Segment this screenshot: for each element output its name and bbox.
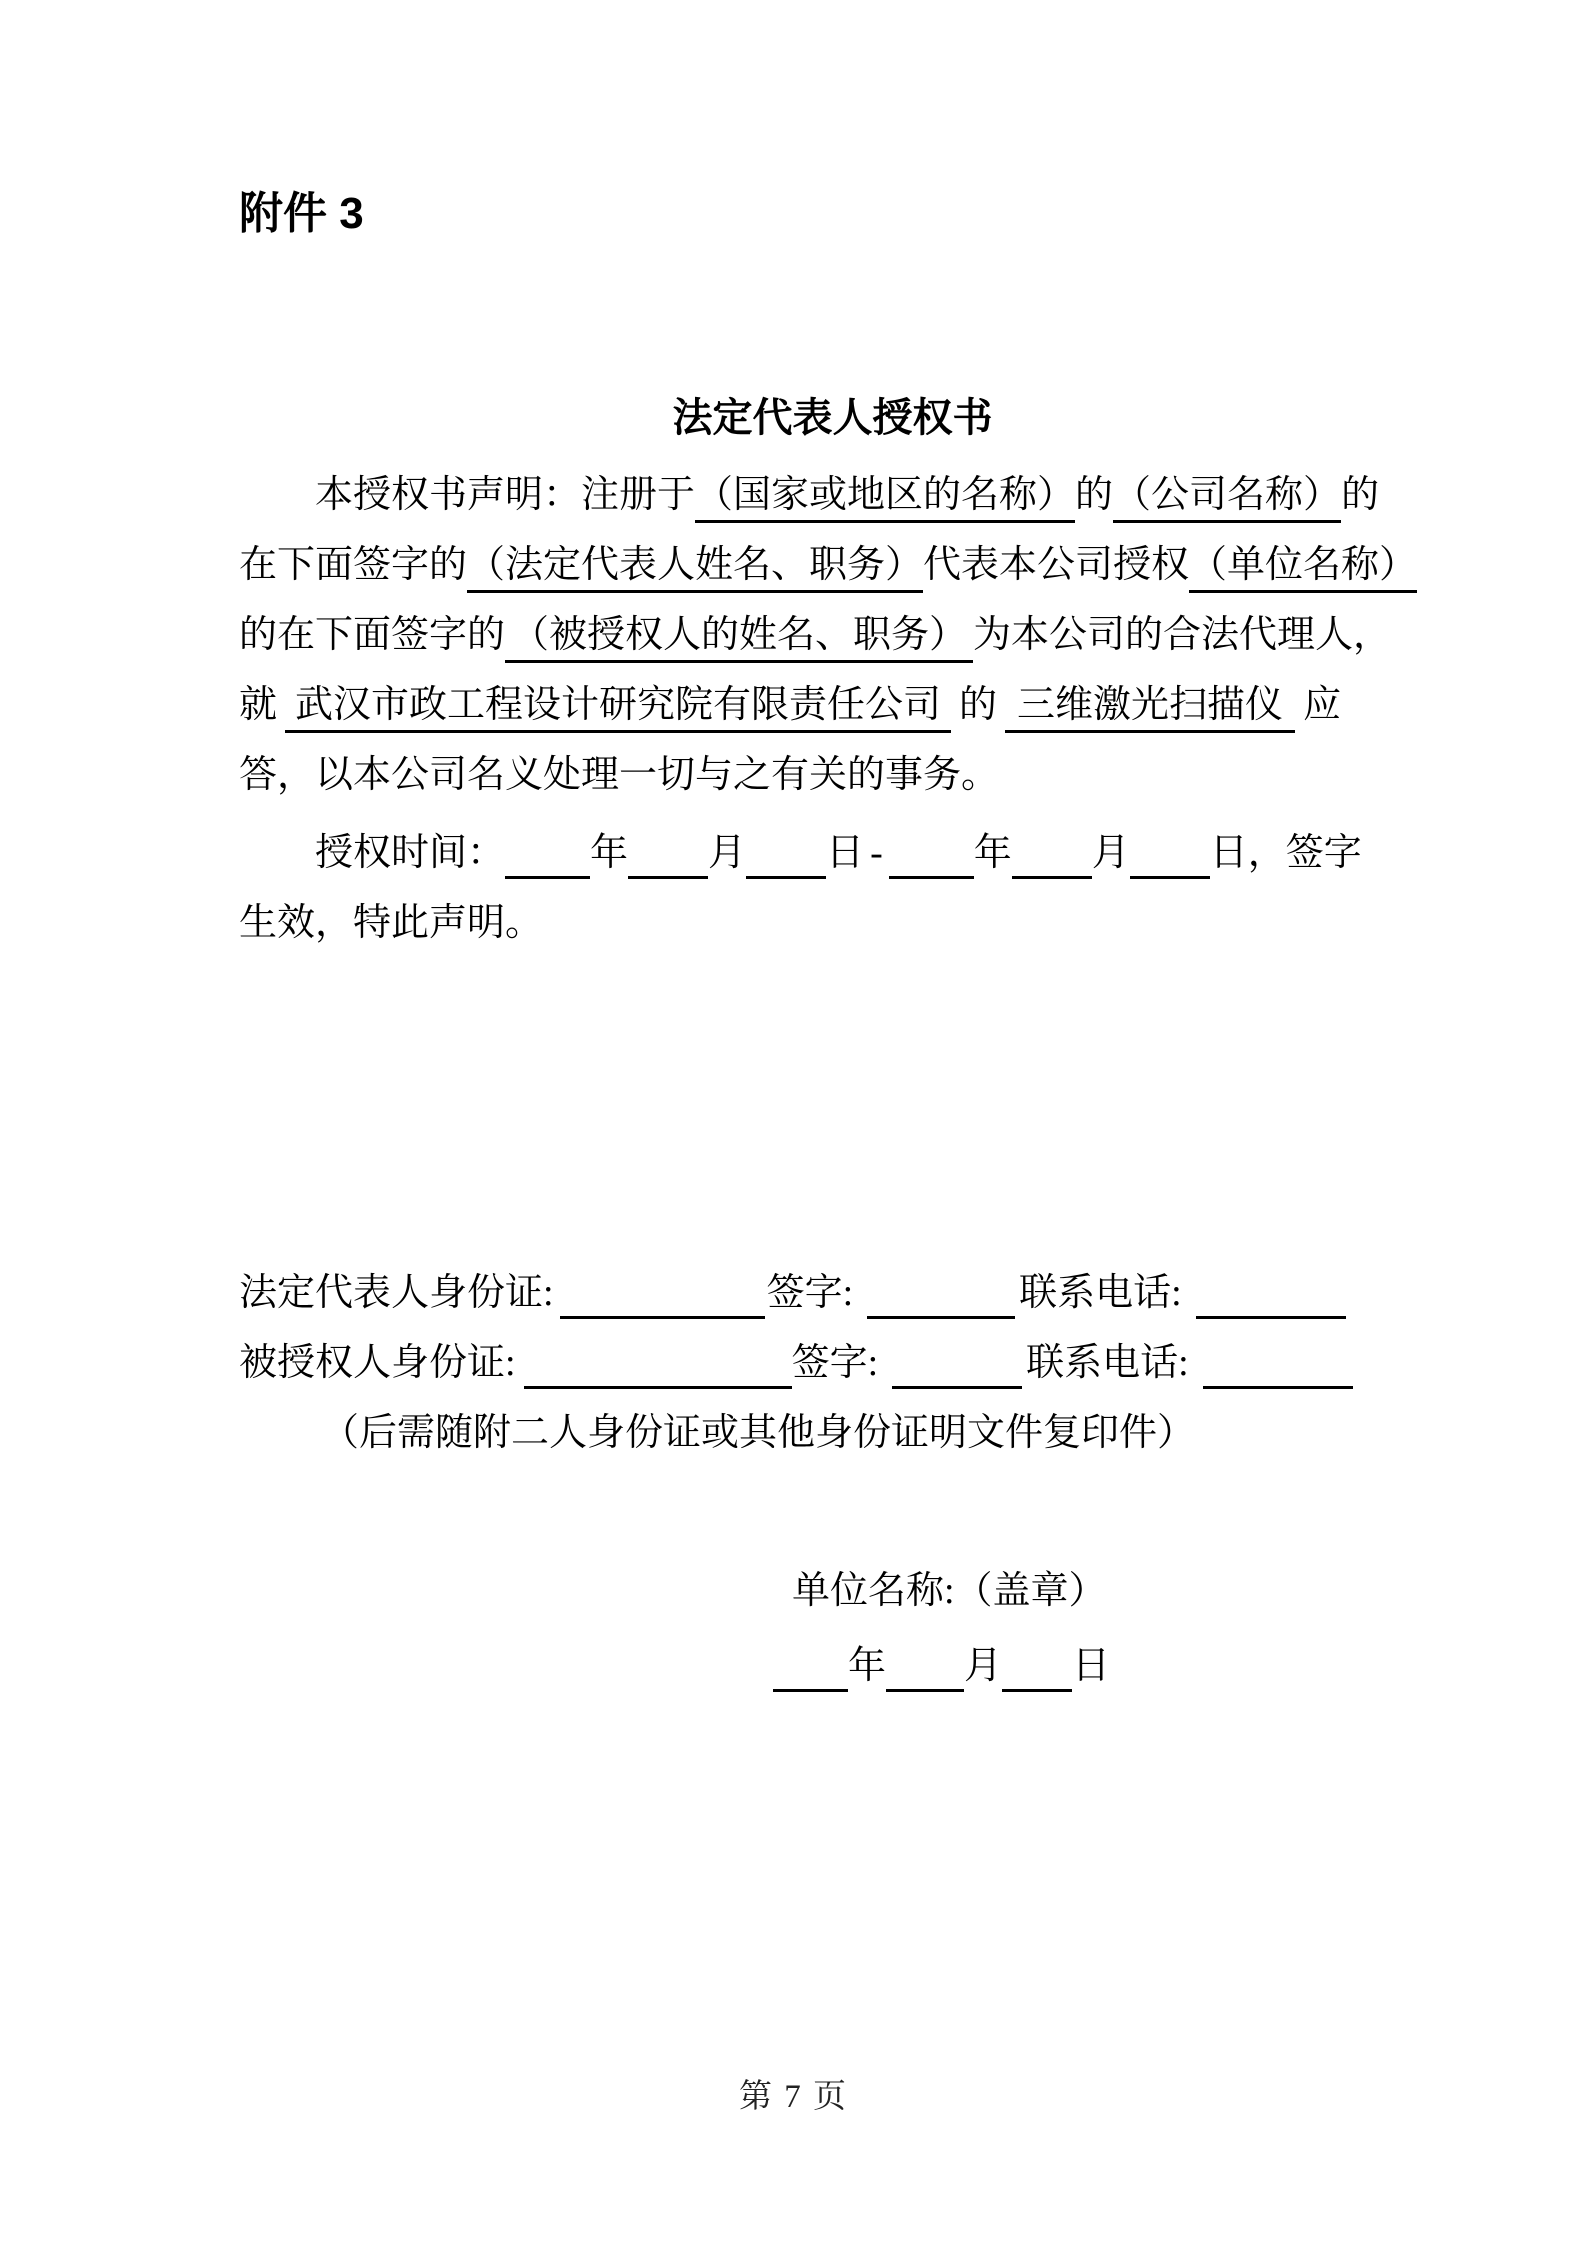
doc-line xyxy=(239,670,1419,740)
text-run: 日，签字 xyxy=(1209,832,1362,874)
text-run: 代表本公司授权 xyxy=(923,544,1190,586)
text-run: 联系电话: xyxy=(1019,1272,1182,1314)
text-run: 月 xyxy=(964,1645,1003,1687)
underlined-text: （公司名称） xyxy=(1113,474,1341,523)
attachment-label: 附件 3 xyxy=(239,189,364,238)
text-run: 被授权人身份证: xyxy=(239,1342,516,1384)
text-run: 日 xyxy=(1072,1645,1111,1687)
text-run: 单位名称:（盖章） xyxy=(792,1570,1107,1612)
text-run: 联系电话: xyxy=(1026,1342,1189,1384)
blank-underline xyxy=(867,1314,1015,1319)
underlined-text: 三维激光扫描仪 xyxy=(1005,684,1295,733)
text-run: 应 xyxy=(1303,684,1342,726)
text-run: 就 xyxy=(239,684,278,726)
text-run: 法定代表人身份证: xyxy=(239,1272,554,1314)
text-run: 在下面签字的 xyxy=(239,544,468,586)
text-run: 生效，特此声明。 xyxy=(239,902,544,944)
text-run: 签字: xyxy=(791,1342,879,1384)
text-run: 的 xyxy=(1341,474,1380,516)
text-run: 的在下面签字的 xyxy=(239,614,506,656)
text-run: 日 xyxy=(826,832,865,874)
blank-underline xyxy=(560,1314,765,1319)
text-run: 月 xyxy=(708,832,747,874)
signature-section xyxy=(239,1258,1419,1468)
text-run: 月 xyxy=(1091,832,1130,874)
text-run: 本授权书声明：注册于 xyxy=(315,474,696,516)
doc-line xyxy=(239,1631,1419,1701)
text-run: （后需随附二人身份证或其他身份证明文件复印件） xyxy=(321,1412,1196,1454)
body-paragraph xyxy=(239,460,1419,958)
page-footer: 第 7 页 xyxy=(739,2079,848,2115)
text-run: 为本公司的合法代理人， xyxy=(973,614,1392,656)
doc-line xyxy=(239,1258,1419,1328)
doc-line xyxy=(239,600,1419,670)
text-run: 的 xyxy=(1075,474,1114,516)
text-run: 年 xyxy=(590,832,629,874)
text-run: 的 xyxy=(959,684,998,726)
doc-line xyxy=(239,818,1419,888)
blank-underline xyxy=(1012,874,1092,879)
blank-underline xyxy=(746,874,826,879)
blank-underline xyxy=(773,1687,848,1692)
doc-line xyxy=(239,460,1419,530)
doc-line xyxy=(239,1556,1419,1626)
text-run: 年 xyxy=(848,1645,887,1687)
doc-line xyxy=(239,888,1419,958)
text-run: 年 xyxy=(973,832,1012,874)
blank-underline xyxy=(886,1687,964,1692)
blank-underline xyxy=(892,1384,1022,1389)
text-run: 签字: xyxy=(766,1272,854,1314)
text-run: 答，以本公司名义处理一切与之有关的事务。 xyxy=(239,754,1000,796)
text-run: 授权时间： xyxy=(315,832,506,874)
document-title: 法定代表人授权书 xyxy=(672,395,993,440)
text-run: - xyxy=(870,832,883,874)
doc-line xyxy=(239,1328,1419,1398)
blank-underline xyxy=(628,874,708,879)
underlined-text: （单位名称） xyxy=(1189,544,1417,593)
underlined-text: 武汉市政工程设计研究院有限责任公司 xyxy=(285,684,951,733)
underlined-text: （被授权人的姓名、职务） xyxy=(505,614,973,663)
blank-underline xyxy=(1196,1314,1346,1319)
blank-underline xyxy=(889,874,974,879)
blank-underline xyxy=(1130,874,1210,879)
blank-underline xyxy=(1203,1384,1353,1389)
doc-line xyxy=(239,530,1419,600)
doc-line xyxy=(239,740,1419,810)
blank-underline xyxy=(505,874,590,879)
doc-line xyxy=(239,1398,1419,1468)
underlined-text: （法定代表人姓名、职务） xyxy=(467,544,923,593)
blank-underline xyxy=(524,1384,792,1389)
blank-underline xyxy=(1002,1687,1072,1692)
stamp-section xyxy=(239,1556,1419,1701)
underlined-text: （国家或地区的名称） xyxy=(695,474,1075,523)
